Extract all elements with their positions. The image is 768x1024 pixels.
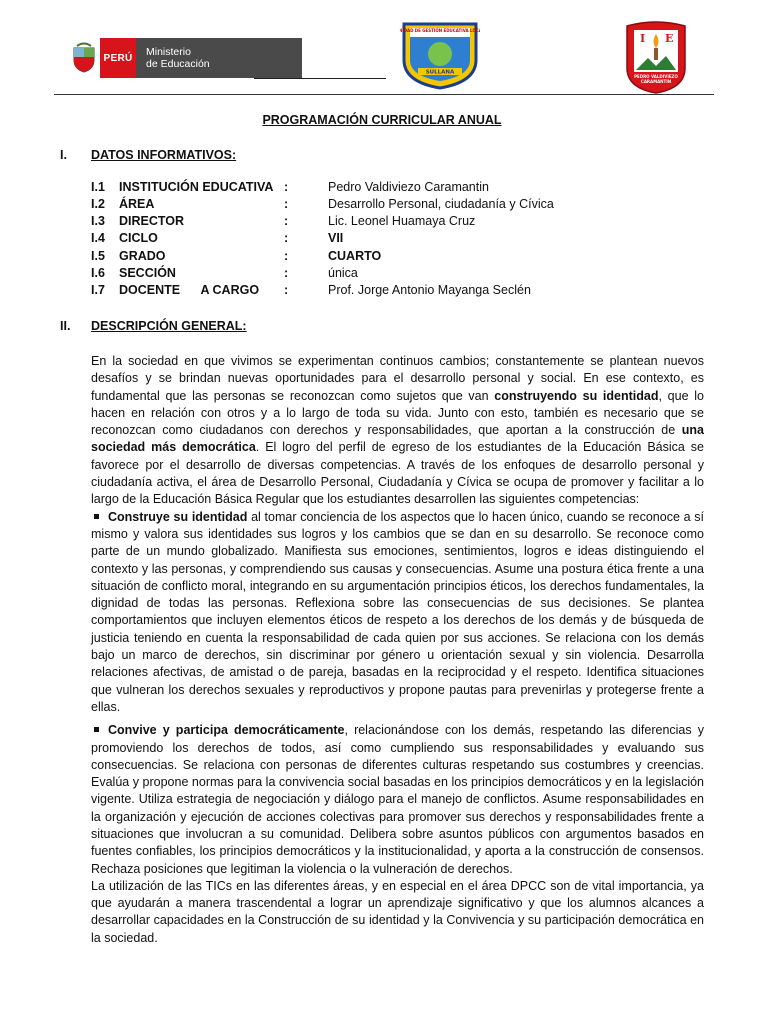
section-number: I. — [60, 148, 67, 163]
info-value: Pedro Valdiviezo Caramantin — [328, 179, 489, 194]
ie-letter-e: E — [665, 32, 674, 45]
competency-text: , relacionándose con los demás, respetando las diferencias y promoviendo los derechos de todos, así como cumpliendo sus responsabilidades y evaluando sus consecuencias. Se relaciona con personas de diferentes culturas respetando sus costumbres y creencias. Evalúa y propone normas para la convivencia social basadas en los principios democráticos y en la legislación vigente. Utiliza estrategia de negociación y diálogo para el manejo de conflictos. Asume responsabilidades en la organización y ejecución de acciones colectivas para promover sus derechos y responsabilidades frente a situaciones que involucran a su comunidad. Delibera sobre asuntos públicos con argumentos basados en fuentes confiables, los principios democráticos y la institucionalidad, y aporta a la construcción de consensos. Rechaza posiciones que legitiman la violencia o la vulneración de derechos. — [91, 723, 704, 876]
school-logo — [624, 20, 688, 94]
competency-item — [91, 722, 704, 878]
info-sep: : — [284, 231, 289, 246]
competency-item — [91, 509, 704, 717]
intro-paragraph — [91, 353, 704, 509]
ugel-text: UNIDAD DE GESTIÓN EDUCATIVA LOCAL — [400, 28, 480, 33]
info-value: CUARTO — [328, 248, 382, 263]
section-heading-2 — [60, 318, 704, 335]
competency-text: al tomar conciencia de los aspectos que lo hacen único, cuando se reconoce a sí mismo y valora sus identidades sus logros y los cambios que se dan en su desarrollo. Se reconoce como parte de un mundo globalizado. Manifiesta sus emociones, sentimientos, logros e ideas distinguiendo el contexto y las personas, y comprendiendo sus causas y consecuencias. Asume una postura ética frente a una situación de conflicto moral, integrando en su argumentación principios éticos, los derechos fundamentales, la dignidad de todas las personas. Reflexiona sobre las consecuencias de sus decisiones. Se plantea comportamientos que incluyen elementos éticos de respeto a los derechos de los demás y de búsqueda de justicia teniendo en cuenta la responsabilidad de cada quien por sus acciones. Se relaciona con los demás bajo un marco de derechos, sin discriminar por género u orientación sexual y sin violencia. Desarrolla relaciones afectivas, de amistad o de pareja, basadas en la reciprocidad y el respeto. Identifica situaciones que vulneran los derechos sexuales y reproductivos y propone pautas para prevenirlas y protegerse frente a ellas. — [91, 509, 705, 714]
document-title: PROGRAMACIÓN CURRICULAR ANUAL — [262, 113, 502, 127]
info-row — [91, 282, 704, 299]
info-row — [91, 230, 704, 247]
intro-emphasis: construyendo su identidad — [494, 388, 659, 403]
info-code: I.3 — [91, 214, 105, 229]
info-label: CICLO — [119, 231, 158, 246]
info-label: INSTITUCIÓN EDUCATIVA — [119, 179, 274, 194]
ministry-logo — [68, 38, 302, 78]
closing-paragraph: La utilización de las TICs en las diferentes áreas, y en especial en el área DPCC son de vital importancia, ya que ayudarán a manera trascendental a lograr un aprendizaje significativo y que los alumnos alcances a desarrollar capacidades en la Construcción de su identidad y la Convivencia y su participación democrática en la sociedad. — [91, 878, 704, 945]
document-body — [60, 110, 704, 947]
info-row — [91, 196, 704, 213]
info-row — [91, 248, 704, 265]
info-code: I.1 — [91, 179, 105, 194]
intro-text: En la sociedad en que vivimos se experimentan continuos cambios; constantemente se plantean nuevos desafíos y se brindan nuevas oportunidades para el desarrollo personal y social. En ese contexto, es fundamental que las personas se reconozcan como sujetos que van — [91, 353, 704, 403]
info-sep: : — [284, 283, 289, 298]
bullet-square-icon — [94, 514, 99, 519]
info-value: VII — [328, 231, 344, 246]
info-value: Lic. Leonel Huamaya Cruz — [328, 214, 476, 229]
section-label: DESCRIPCIÓN GENERAL: — [91, 318, 247, 333]
ie-city: CARAMANTIN — [640, 79, 672, 84]
info-label: ÁREA — [119, 196, 155, 211]
coat-of-arms-icon — [68, 38, 100, 78]
intro-text: . El logro del perfil de egreso de los estudiantes de la Educación Básica se favorece por el desarrollo de diversas competencias. A través de los enfoques de desarrollo personal y ciudadanía activa, el área de Desarrollo Personal, Ciudadanía y Cívica se ocupa de promover y facilitar a lo largo de la Educación Básica Regular que los estudiantes desarrollen las siguientes competencias: — [91, 440, 704, 507]
info-row — [91, 179, 704, 196]
info-sep: : — [284, 266, 289, 281]
section-heading-1 — [60, 147, 704, 164]
section-label: DATOS INFORMATIVOS: — [91, 148, 237, 163]
info-sep: : — [284, 179, 289, 194]
ugel-logo — [400, 20, 480, 90]
info-code: I.2 — [91, 196, 105, 211]
bullet-square-icon — [94, 727, 99, 732]
signature-line — [254, 78, 386, 79]
intro-emphasis: una sociedad más democrática — [91, 423, 704, 455]
info-label: DIRECTOR — [119, 214, 185, 229]
ministry-name — [136, 38, 302, 78]
info-value: única — [328, 266, 358, 281]
ugel-region: SULLANA — [425, 69, 455, 76]
header-rule — [54, 94, 714, 95]
info-table — [91, 179, 704, 300]
info-label: SECCIÓN — [119, 266, 176, 281]
info-code: I.4 — [91, 231, 105, 246]
ie-name: PEDRO VALDIVIEZO — [634, 74, 678, 79]
info-row — [91, 265, 704, 282]
ministry-line1: Ministerio — [146, 46, 191, 58]
document-header — [54, 20, 714, 94]
info-sep: : — [284, 214, 289, 229]
info-code: I.7 — [91, 283, 105, 298]
ministry-line2: de Educación — [146, 58, 210, 70]
info-code: I.5 — [91, 248, 105, 263]
info-label: GRADO — [119, 248, 166, 263]
info-code: I.6 — [91, 266, 105, 281]
info-sep: : — [284, 248, 289, 263]
intro-text: , que lo hacen en relación con otros y a lo largo de toda su vida. Junto con esto, también es necesario que se reconozcan como ciudadanos con derechos y responsabilidades, que aportan a la construcción de — [91, 388, 704, 438]
info-row — [91, 213, 704, 230]
competency-title: Convive y participa democráticamente — [108, 723, 345, 738]
info-sep: : — [284, 196, 289, 211]
info-value: Desarrollo Personal, ciudadanía y Cívica — [328, 196, 554, 211]
section-number: II. — [60, 318, 71, 333]
info-value: Prof. Jorge Antonio Mayanga Seclén — [328, 283, 531, 298]
info-label: DOCENTE A CARGO — [119, 283, 260, 298]
peru-label: PERÚ — [100, 38, 136, 78]
competency-title: Construye su identidad — [108, 509, 248, 524]
ie-letter-i: I — [640, 32, 646, 45]
